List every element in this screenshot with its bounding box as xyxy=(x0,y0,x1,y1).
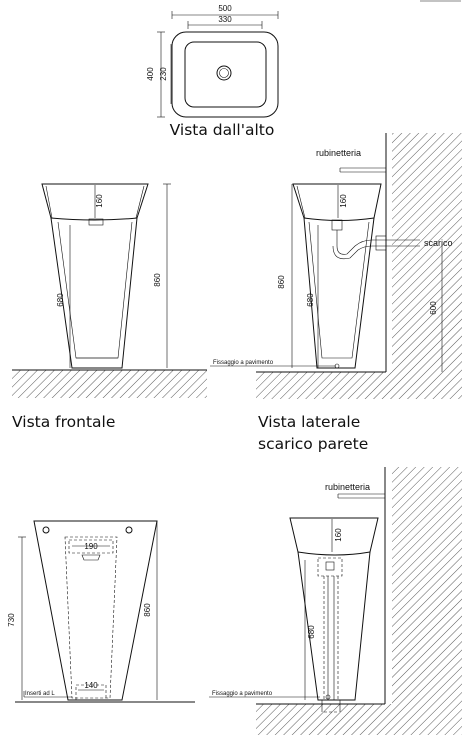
siphon-top xyxy=(332,220,342,230)
floor-hatch-side xyxy=(256,372,392,399)
side-wall-view xyxy=(210,133,462,453)
dim-section-bottom-width: 140 xyxy=(84,681,98,690)
label-floor-fix: Fissaggio a pavimento xyxy=(213,360,274,366)
siphon-pipe xyxy=(337,230,386,254)
top-view xyxy=(146,4,278,139)
floor-hatch-front xyxy=(12,370,207,398)
wall-hatch-lower xyxy=(392,467,462,735)
dim-side-height: 860 xyxy=(277,275,286,289)
dim-top-width-inner: 330 xyxy=(218,15,232,24)
label-drain: scarico xyxy=(424,238,453,248)
caption-side-view-line1: Vista laterale xyxy=(258,413,361,431)
dim-section-height: 860 xyxy=(143,603,152,617)
caption-front-view: Vista frontale xyxy=(12,413,116,431)
dim-floor-inner-height: 680 xyxy=(307,625,316,639)
dim-insert-height: 730 xyxy=(7,613,16,627)
drain-hole xyxy=(217,66,231,80)
dim-top-depth-inner: 230 xyxy=(159,67,168,81)
mount-hole-left xyxy=(43,527,49,533)
caption-top-view: Vista dall'alto xyxy=(169,121,275,139)
label-inserts: Inserti ad L xyxy=(25,691,55,697)
dim-side-inner-height: 680 xyxy=(306,293,315,307)
mount-hole-right xyxy=(126,527,132,533)
wall-hatch-upper xyxy=(392,133,462,399)
front-section-view xyxy=(7,521,195,702)
dim-top-depth-outer: 400 xyxy=(146,67,155,81)
dim-drain-height: 600 xyxy=(429,301,438,315)
label-floor-fix-lower: Fissaggio a pavimento xyxy=(212,691,273,697)
side-floor-view xyxy=(209,467,462,735)
side-basin-body xyxy=(293,184,381,368)
section-inner-dashed xyxy=(65,537,117,698)
dim-side-bowl-depth: 160 xyxy=(339,194,348,208)
floor-hatch-lower xyxy=(256,704,392,735)
caption-side-view-line2: scarico parete xyxy=(258,435,369,453)
dim-section-top-width: 190 xyxy=(84,542,98,551)
front-view xyxy=(12,184,207,431)
dim-front-height: 860 xyxy=(153,273,162,287)
dim-front-inner-height: 680 xyxy=(56,293,65,307)
label-taps: rubinetteria xyxy=(316,148,362,158)
dim-floor-bowl-depth: 160 xyxy=(334,528,343,542)
floor-siphon xyxy=(318,558,342,576)
label-taps-lower: rubinetteria xyxy=(325,482,371,492)
basin-inner-outline xyxy=(185,42,266,107)
dim-front-bowl-depth: 160 xyxy=(95,194,104,208)
dim-top-width-outer: 500 xyxy=(218,4,232,13)
front-pedestal-inner xyxy=(58,222,132,358)
